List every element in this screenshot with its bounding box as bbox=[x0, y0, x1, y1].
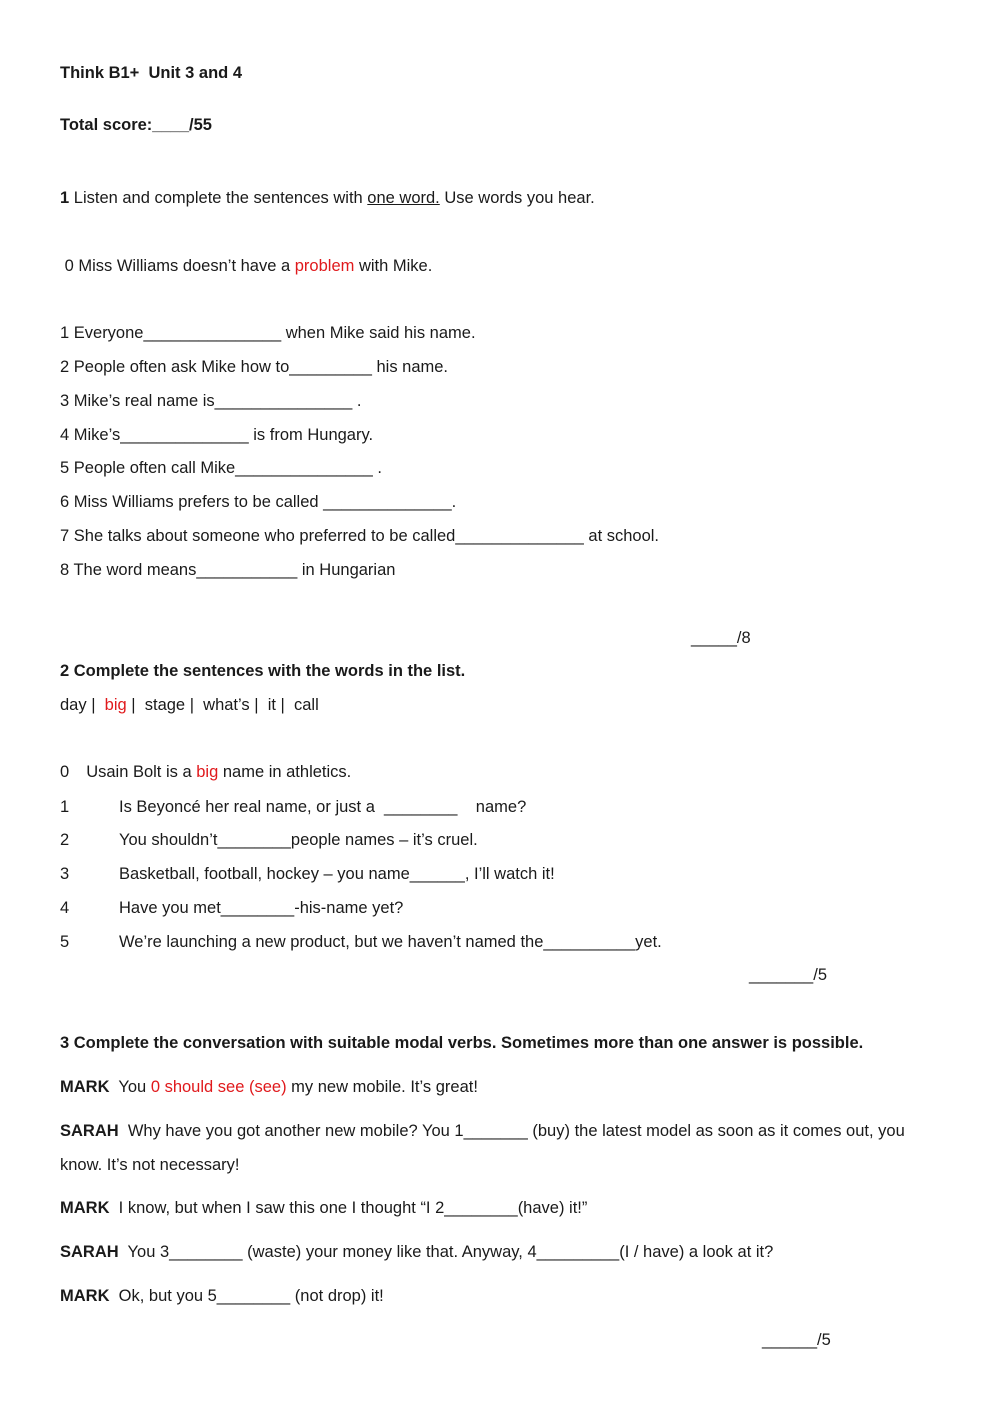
dialogue-line bbox=[60, 1286, 384, 1306]
dialogue-text: You 3________ (waste) your money like that. Anyway, 4_________(I / have) a look at it? bbox=[118, 1243, 774, 1261]
word-separator: | bbox=[185, 696, 204, 714]
dialogue-text: Ok, but you 5________ (not drop) it! bbox=[109, 1287, 384, 1305]
worksheet-title: Think B1+ Unit 3 and 4 bbox=[60, 64, 242, 82]
item-text: You shouldn’t________people names – it’s cruel. bbox=[119, 831, 478, 849]
section1-example bbox=[60, 256, 432, 276]
section3-heading: 3 Complete the conversation with suitable modal verbs. Sometimes more than one answer is possible. bbox=[60, 1034, 864, 1052]
word-big: big bbox=[104, 696, 127, 714]
word-separator: | bbox=[86, 696, 105, 714]
section1-instructions bbox=[60, 188, 595, 208]
dialogue-text: I know, but when I saw this one I thought “I 2________(have) it!” bbox=[109, 1199, 588, 1217]
item-text: Basketball, football, hockey – you name______, I’ll watch it! bbox=[119, 865, 555, 883]
dialogue-continuation: know. It’s not necessary! bbox=[60, 1156, 240, 1174]
dialogue-text: Why have you got another new mobile? You 1_______ (buy) the latest model as soon as it comes out, you bbox=[118, 1122, 905, 1140]
dialogue-post: my new mobile. It’s great! bbox=[286, 1078, 478, 1096]
speaker-name: MARK bbox=[60, 1199, 110, 1217]
word-separator: | bbox=[126, 696, 145, 714]
section1-item: 7 She talks about someone who preferred to be called______________ at school. bbox=[60, 527, 660, 545]
section2-item bbox=[60, 898, 960, 918]
dialogue-pre: You bbox=[109, 1078, 151, 1096]
speaker-name: SARAH bbox=[60, 1243, 119, 1261]
section1-item: 2 People often ask Mike how to_________ his name. bbox=[60, 358, 449, 376]
section1-item: 3 Mike’s real name is_______________ . bbox=[60, 392, 362, 410]
section2-example-answer: big bbox=[196, 763, 219, 781]
section1-example-pre: 0 Miss Williams doesn’t have a bbox=[60, 257, 295, 275]
word-separator: | bbox=[275, 696, 294, 714]
section1-instr-a: Listen and complete the sentences with bbox=[69, 189, 368, 207]
item-number: 1 bbox=[60, 798, 70, 816]
section2-word-list bbox=[60, 695, 319, 715]
section2-example-number: 0 bbox=[60, 763, 70, 781]
section1-score: _____/8 bbox=[691, 629, 751, 647]
section2-example-post: name in athletics. bbox=[218, 763, 352, 781]
dialogue-line bbox=[60, 1121, 905, 1141]
speaker-name: MARK bbox=[60, 1287, 110, 1305]
section1-item: 1 Everyone_______________ when Mike said his name. bbox=[60, 324, 476, 342]
section2-item bbox=[60, 830, 960, 850]
section2-score: _______/5 bbox=[749, 966, 827, 984]
item-number: 4 bbox=[60, 899, 70, 917]
section1-example-answer: problem bbox=[294, 257, 355, 275]
word-it: it bbox=[267, 696, 276, 714]
section3-score: ______/5 bbox=[762, 1331, 831, 1349]
word-call: call bbox=[293, 696, 319, 714]
section1-example-post: with Mike. bbox=[354, 257, 433, 275]
section1-instr-b: Use words you hear. bbox=[439, 189, 595, 207]
item-text: Is Beyoncé her real name, or just a ________ name? bbox=[119, 798, 527, 816]
section2-example bbox=[60, 762, 351, 782]
item-number: 3 bbox=[60, 865, 70, 883]
item-number: 5 bbox=[60, 933, 70, 951]
word-stage: stage bbox=[144, 696, 186, 714]
section1-number: 1 bbox=[60, 189, 70, 207]
dialogue-line bbox=[60, 1198, 587, 1218]
section1-item: 4 Mike’s______________ is from Hungary. bbox=[60, 426, 374, 444]
section1-instr-underlined: one word. bbox=[367, 189, 440, 207]
word-whats: what’s bbox=[203, 696, 250, 714]
section1-item: 5 People often call Mike_______________ . bbox=[60, 459, 382, 477]
section2-item bbox=[60, 864, 960, 884]
dialogue-example-answer: 0 should see (see) bbox=[150, 1078, 287, 1096]
speaker-name: MARK bbox=[60, 1078, 110, 1096]
section2-heading: 2 Complete the sentences with the words in the list. bbox=[60, 662, 466, 680]
section2-item bbox=[60, 932, 960, 952]
section1-item: 6 Miss Williams prefers to be called ______________. bbox=[60, 493, 457, 511]
item-text: We’re launching a new product, but we haven’t named the__________yet. bbox=[119, 933, 662, 951]
item-text: Have you met________-his-name yet? bbox=[119, 899, 404, 917]
section2-example-pre: Usain Bolt is a bbox=[86, 763, 197, 781]
section1-item: 8 The word means___________ in Hungarian bbox=[60, 561, 396, 579]
dialogue-line bbox=[60, 1077, 478, 1097]
word-separator: | bbox=[249, 696, 268, 714]
dialogue-line bbox=[60, 1242, 773, 1262]
section2-item bbox=[60, 797, 960, 817]
word-day: day bbox=[60, 696, 87, 714]
item-number: 2 bbox=[60, 831, 70, 849]
speaker-name: SARAH bbox=[60, 1122, 119, 1140]
total-score: Total score:____/55 bbox=[60, 116, 212, 134]
